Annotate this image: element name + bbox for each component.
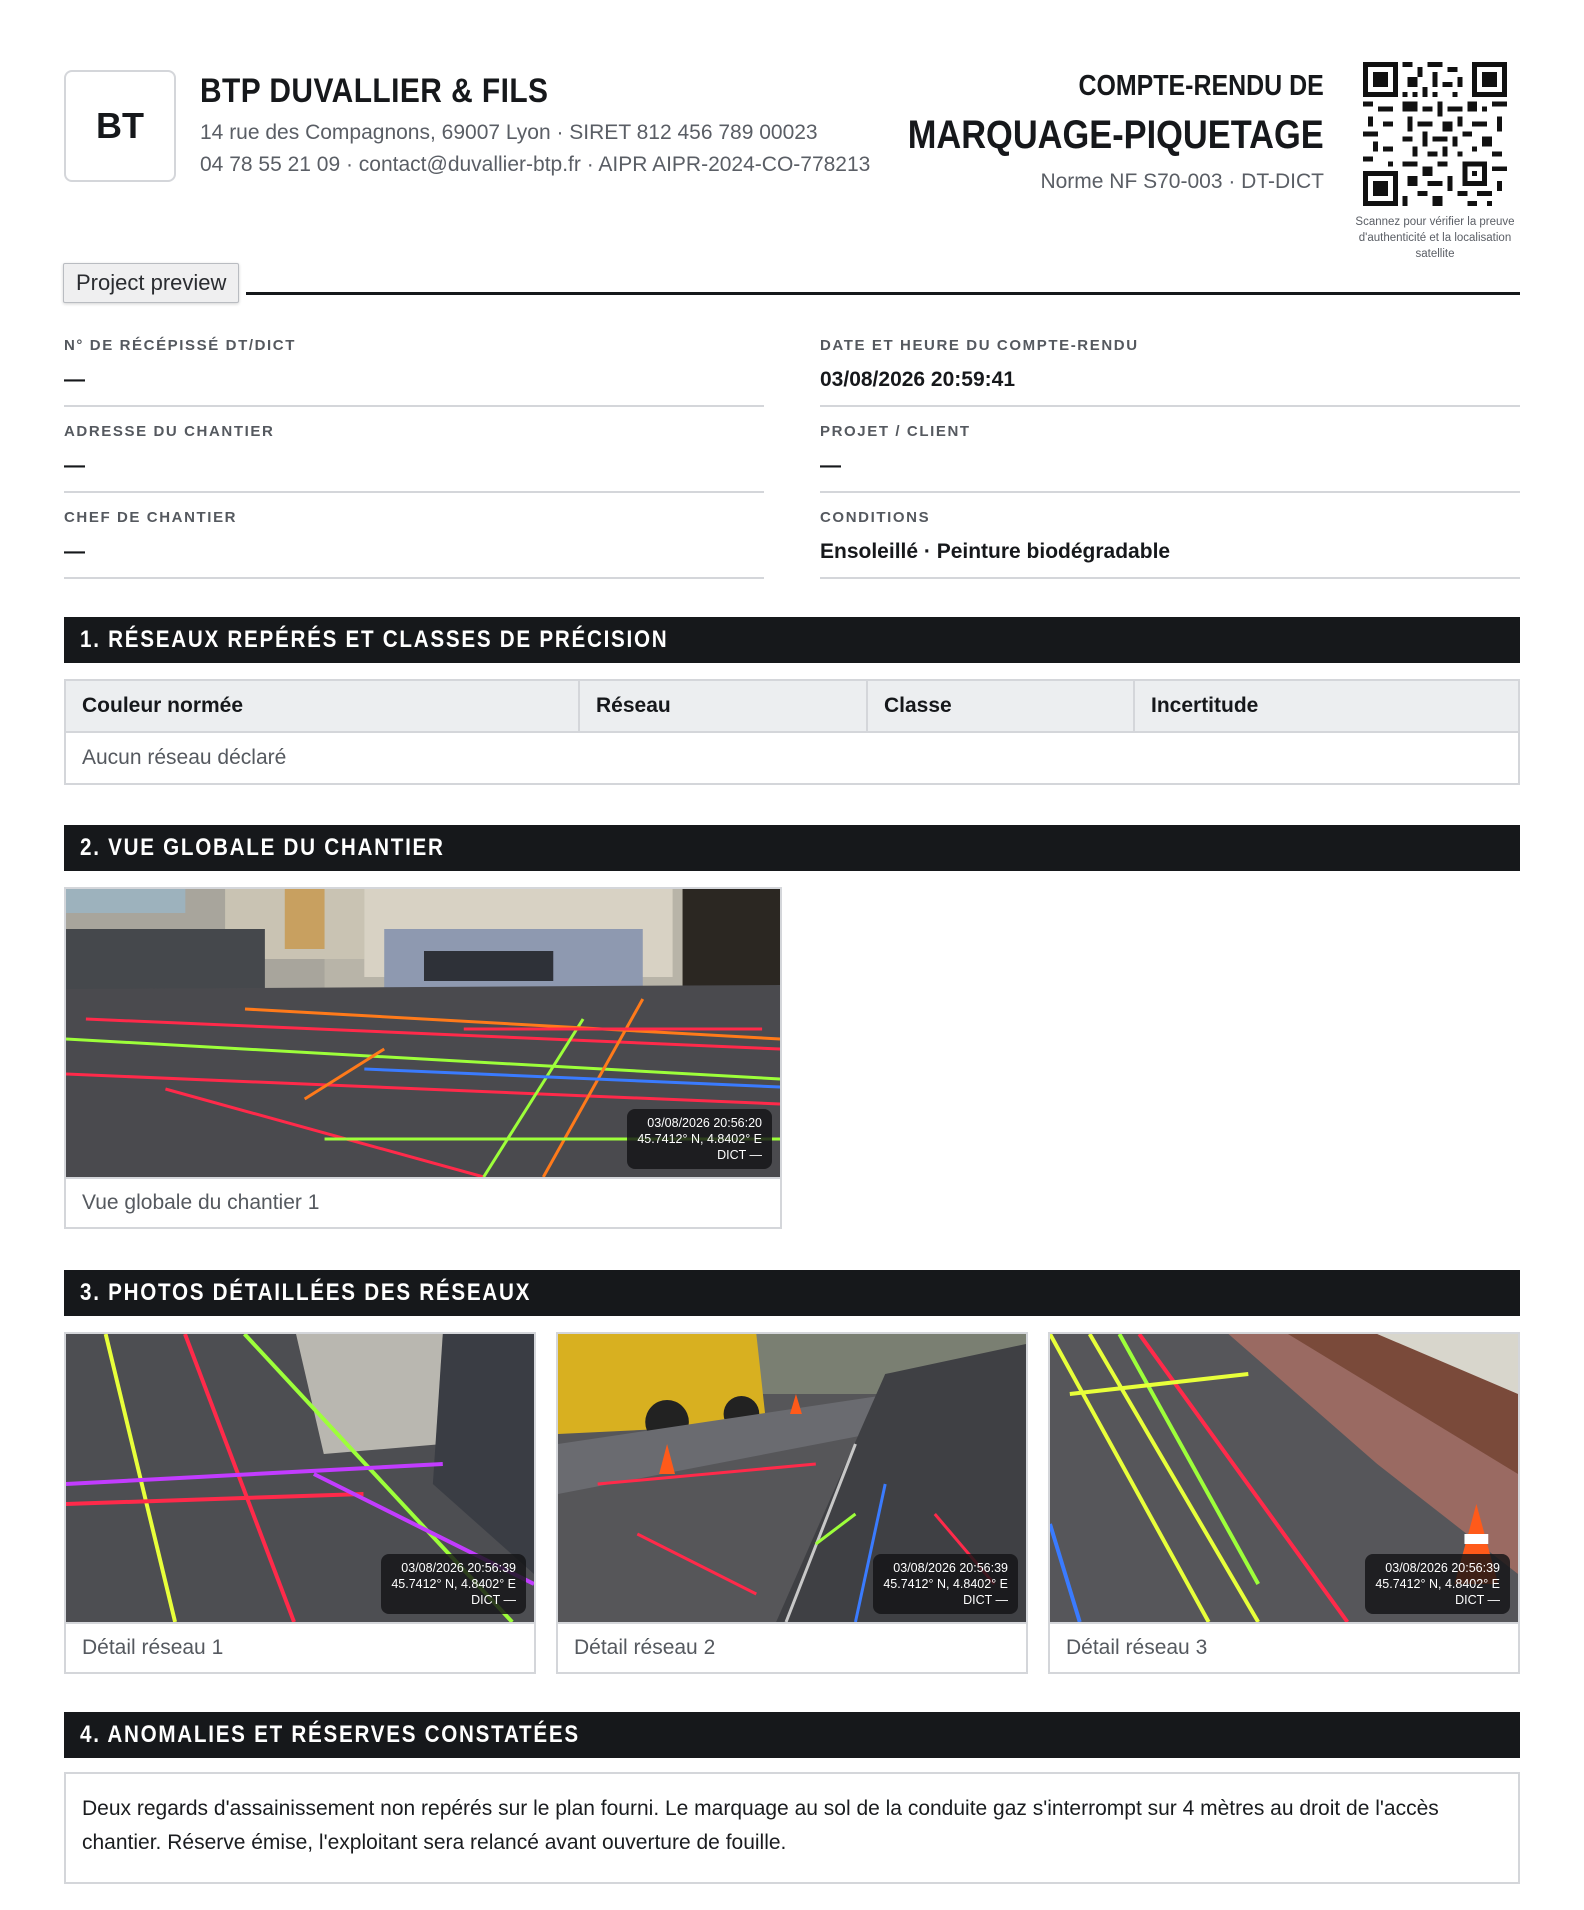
table-header-row xyxy=(65,680,1519,732)
field-label: DATE ET HEURE DU COMPTE-RENDU xyxy=(820,337,1139,354)
section-title-details: 3. PHOTOS DÉTAILLÉES DES RÉSEAUX xyxy=(64,1270,1520,1316)
field-value: 03/08/2026 20:59:41 xyxy=(820,368,1015,391)
report-header xyxy=(64,70,1520,270)
document-title-block xyxy=(840,70,1324,194)
table-row xyxy=(65,732,1519,784)
column-header: Réseau xyxy=(579,680,867,732)
photo-caption: Détail réseau 2 xyxy=(558,1622,1026,1672)
field-projet xyxy=(820,423,1520,493)
field-value: — xyxy=(820,454,841,477)
field-label: CHEF DE CHANTIER xyxy=(64,509,238,526)
column-header: Incertitude xyxy=(1134,680,1519,732)
section-title-anomalies: 4. ANOMALIES ET RÉSERVES CONSTATÉES xyxy=(64,1712,1520,1758)
header-divider xyxy=(246,292,1520,295)
field-label: N° DE RÉCÉPISSÉ DT/DICT xyxy=(64,337,296,354)
detail-photo-2[interactable] xyxy=(558,1334,1026,1622)
field-adresse xyxy=(64,423,764,493)
photo-metadata-stamp: 03/08/2026 20:56:39 45.7412° N, 4.8402° E DICT — xyxy=(1365,1554,1510,1614)
field-datetime xyxy=(820,337,1520,407)
field-label: CONDITIONS xyxy=(820,509,931,526)
overview-photo[interactable] xyxy=(66,889,780,1177)
column-header: Couleur normée xyxy=(65,680,579,732)
field-recepisse xyxy=(64,337,764,407)
field-conditions xyxy=(820,509,1520,579)
section-title-overview: 2. VUE GLOBALE DU CHANTIER xyxy=(64,825,1520,871)
photo-metadata-stamp: 03/08/2026 20:56:20 45.7412° N, 4.8402° E DICT — xyxy=(627,1109,772,1169)
field-value: — xyxy=(64,540,85,563)
detail-photo-card-3[interactable] xyxy=(1048,1332,1520,1674)
field-value: — xyxy=(64,368,85,391)
photo-caption: Détail réseau 1 xyxy=(66,1622,534,1672)
section-title-networks: 1. RÉSEAUX REPÉRÉS ET CLASSES DE PRÉCISION xyxy=(64,617,1520,663)
column-header: Classe xyxy=(867,680,1134,732)
photo-metadata-stamp: 03/08/2026 20:56:39 45.7412° N, 4.8402° E DICT — xyxy=(873,1554,1018,1614)
document-title-line1: COMPTE-RENDU DE xyxy=(1078,70,1324,102)
qr-code-icon[interactable] xyxy=(1363,62,1507,206)
qr-block xyxy=(1350,62,1520,262)
networks-table xyxy=(64,679,1520,785)
overview-photo-card[interactable] xyxy=(64,887,782,1229)
detail-photo-1[interactable] xyxy=(66,1334,534,1622)
empty-table-message: Aucun réseau déclaré xyxy=(82,746,287,769)
project-preview-tab[interactable]: Project preview xyxy=(63,263,239,303)
company-logo: BT xyxy=(64,70,176,182)
company-name: BTP DUVALLIER & FILS xyxy=(200,72,549,110)
field-label: ADRESSE DU CHANTIER xyxy=(64,423,275,440)
company-info xyxy=(200,72,870,177)
photo-metadata-stamp: 03/08/2026 20:56:39 45.7412° N, 4.8402° E DICT — xyxy=(381,1554,526,1614)
company-address: 14 rue des Compagnons, 69007 Lyon · SIRET 812 456 789 00023 xyxy=(200,121,818,144)
detail-photo-3[interactable] xyxy=(1050,1334,1518,1622)
document-title-line2: MARQUAGE-PIQUETAGE xyxy=(908,113,1324,157)
qr-caption: Scannez pour vérifier la preuve d'authenticité et la localisation satellite xyxy=(1355,216,1515,260)
field-chef xyxy=(64,509,764,579)
company-contact: 04 78 55 21 09 · contact@duvallier-btp.fr · AIPR AIPR-2024-CO-778213 xyxy=(200,153,871,176)
field-label: PROJET / CLIENT xyxy=(820,423,971,440)
anomalies-text: Deux regards d'assainissement non repérés sur le plan fourni. Le marquage au sol de la conduite gaz s'interrompt sur 4 mètres au droit de l'accès chantier. Réserve émise, l'exploitant sera relancé avant ouverture de fouille. xyxy=(64,1772,1520,1884)
detail-photo-card-1[interactable] xyxy=(64,1332,536,1674)
field-value: Ensoleillé · Peinture biodégradable xyxy=(820,540,1171,563)
field-value: — xyxy=(64,454,85,477)
detail-photo-card-2[interactable] xyxy=(556,1332,1028,1674)
photo-caption: Détail réseau 3 xyxy=(1050,1622,1518,1672)
photo-caption: Vue globale du chantier 1 xyxy=(66,1177,780,1227)
document-norm: Norme NF S70-003 · DT-DICT xyxy=(1040,170,1324,193)
